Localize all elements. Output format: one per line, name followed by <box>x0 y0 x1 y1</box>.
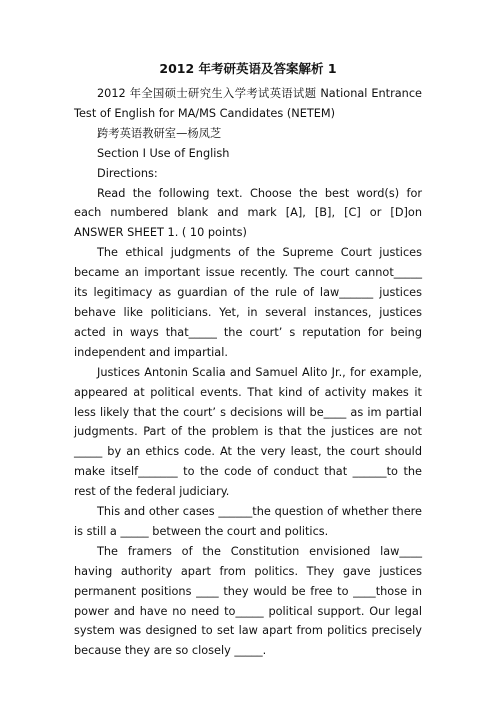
passage-paragraph-3: This and other cases ______the question of whether there is still a _____ between the court and politics. <box>74 505 422 538</box>
exam-heading-paragraph: 2012 年全国硕士研究生入学考试英语试题 National Entrance Test of English for MA/MS Candidates (NETEM) <box>74 87 422 120</box>
passage-paragraph-2: Justices Antonin Scalia and Samuel Alito Jr., for example, appeared at political events. That kind of activity makes it less likely that the court’ s decisions will be____ as im partial judgments. Part of the problem is that the justices are not _____ by an ethics code. At the very least, the court should make itself_______ to the code of conduct that ______to the rest of the federal judiciary. <box>74 365 422 499</box>
directions-label: Directions: <box>97 166 158 180</box>
passage-paragraph-1: The ethical judgments of the Supreme Court justices became an important issue recently. The court cannot_____ its legitimacy as guardian of the rule of law______ justices behave like politicians. Yet, in several instances, justices acted in ways that_____ the court’ s reputation for being independent and impartial. <box>74 246 422 359</box>
section-heading: Section Ⅰ Use of English <box>97 146 230 160</box>
directions-text: Read the following text. Choose the best word(s) for each numbered blank and mark [A], [B], [C] or [D]on ANSWER SHEET 1. ( 10 points) <box>74 186 422 240</box>
passage-paragraph-4: The framers of the Constitution envisioned law____ having authority apart from politics. They gave justices permanent positions ____ they would be free to ____those in power and have no need to_____ political support. Our legal system was designed to set law apart from politics precisely because they are so closely _____. <box>74 544 422 658</box>
document-title: 2012 年考研英语及答案解析 1 <box>159 61 337 76</box>
document-page <box>74 60 422 661</box>
author-line: 跨考英语教研室—杨凤芝 <box>97 126 222 140</box>
